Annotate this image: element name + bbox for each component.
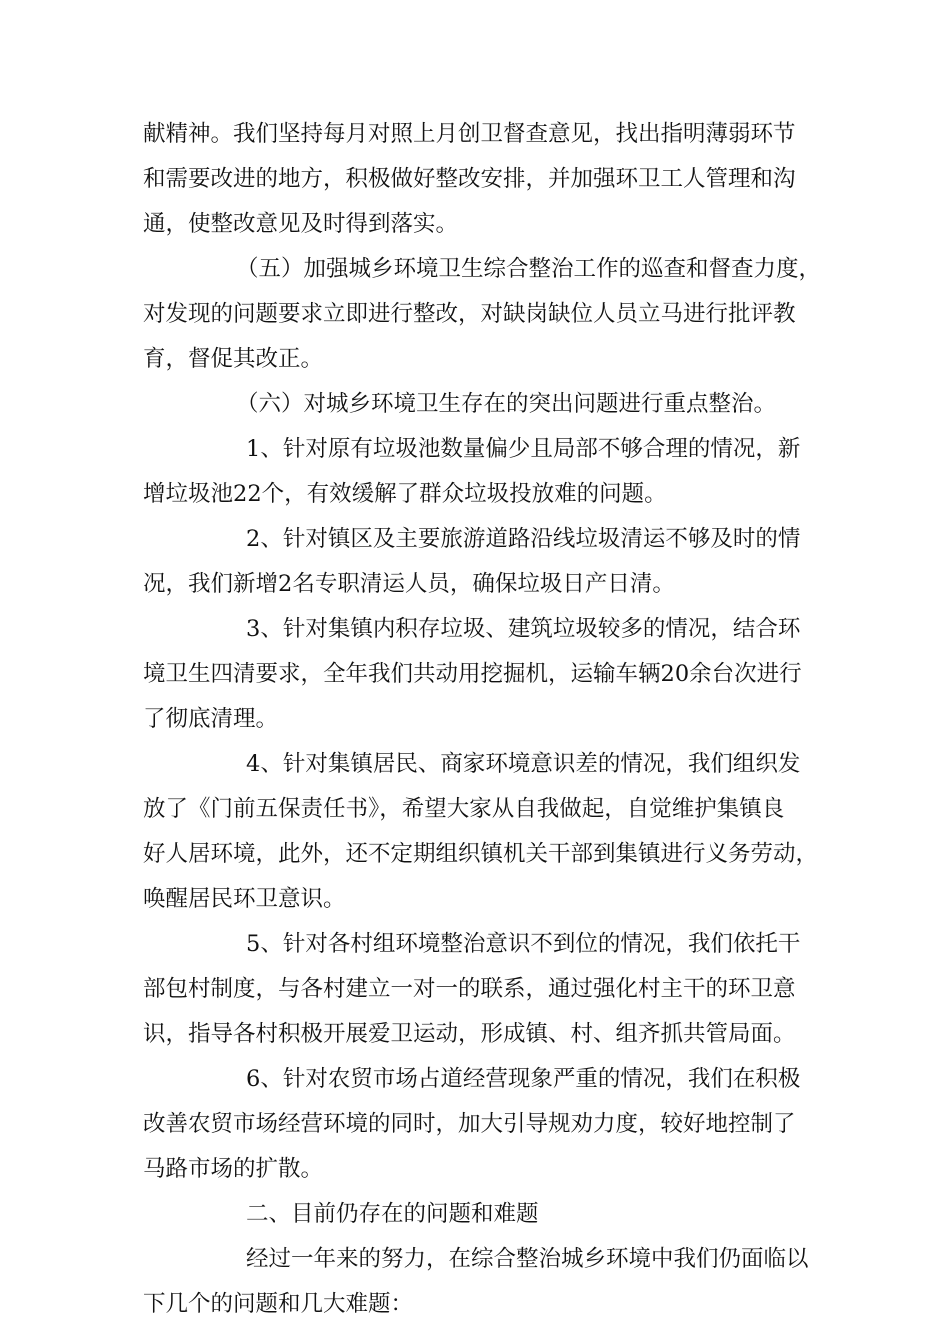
text-line: 通，使整改意见及时得到落实。: [143, 211, 459, 237]
text-line: 经过一年来的努力，在综合整治城乡环境中我们仍面临以: [246, 1246, 809, 1272]
text-line: 对发现的问题要求立即进行整改，对缺岗缺位人员立马进行批评教: [143, 301, 796, 327]
text-line: 部包村制度，与各村建立一对一的联系，通过强化村主干的环卫意: [143, 976, 796, 1002]
text-line: 放了《门前五保责任书》，希望大家从自我做起，自觉维护集镇良: [143, 796, 785, 822]
section-heading: 二、目前仍存在的问题和难题: [246, 1201, 539, 1227]
text-line: 好人居环境，此外，还不定期组织镇机关干部到集镇进行义务劳动，: [143, 841, 819, 867]
text-line: 况，我们新增2名专职清运人员，确保垃圾日产日清。: [143, 571, 675, 597]
text-line: 6、针对农贸市场占道经营现象严重的情况，我们在积极: [246, 1066, 801, 1092]
text-line: 2、针对镇区及主要旅游道路沿线垃圾清运不够及时的情: [246, 526, 801, 552]
text-line: 育，督促其改正。: [143, 346, 324, 372]
text-line: 增垃圾池22个，有效缓解了群众垃圾投放难的问题。: [143, 481, 667, 507]
text-line: （六）对城乡环境卫生存在的突出问题进行重点整治。: [236, 391, 777, 417]
text-line: 献精神。我们坚持每月对照上月创卫督查意见，找出指明薄弱环节: [143, 121, 796, 147]
text-line: 了彻底清理。: [143, 706, 279, 732]
text-line: 5、针对各村组环境整治意识不到位的情况，我们依托干: [246, 931, 801, 957]
text-line: 马路市场的扩散。: [143, 1156, 324, 1182]
text-line: 1、针对原有垃圾池数量偏少且局部不够合理的情况，新: [246, 436, 801, 462]
text-line: 境卫生四清要求，全年我们共动用挖掘机，运输车辆20余台次进行: [143, 661, 802, 687]
text-line: 识，指导各村积极开展爱卫运动，形成镇、村、组齐抓共管局面。: [143, 1021, 796, 1047]
text-line: 3、针对集镇内积存垃圾、建筑垃圾较多的情况，结合环: [246, 616, 801, 642]
text-line: 下几个的问题和几大难题：: [143, 1291, 414, 1317]
text-line: 唤醒居民环卫意识。: [143, 886, 346, 912]
text-line: （五）加强城乡环境卫生综合整治工作的巡查和督查力度，: [236, 256, 822, 282]
text-line: 4、针对集镇居民、商家环境意识差的情况，我们组织发: [246, 751, 801, 777]
text-line: 和需要改进的地方，积极做好整改安排，并加强环卫工人管理和沟: [143, 166, 796, 192]
text-line: 改善农贸市场经营环境的同时，加大引导规劝力度，较好地控制了: [143, 1111, 796, 1137]
